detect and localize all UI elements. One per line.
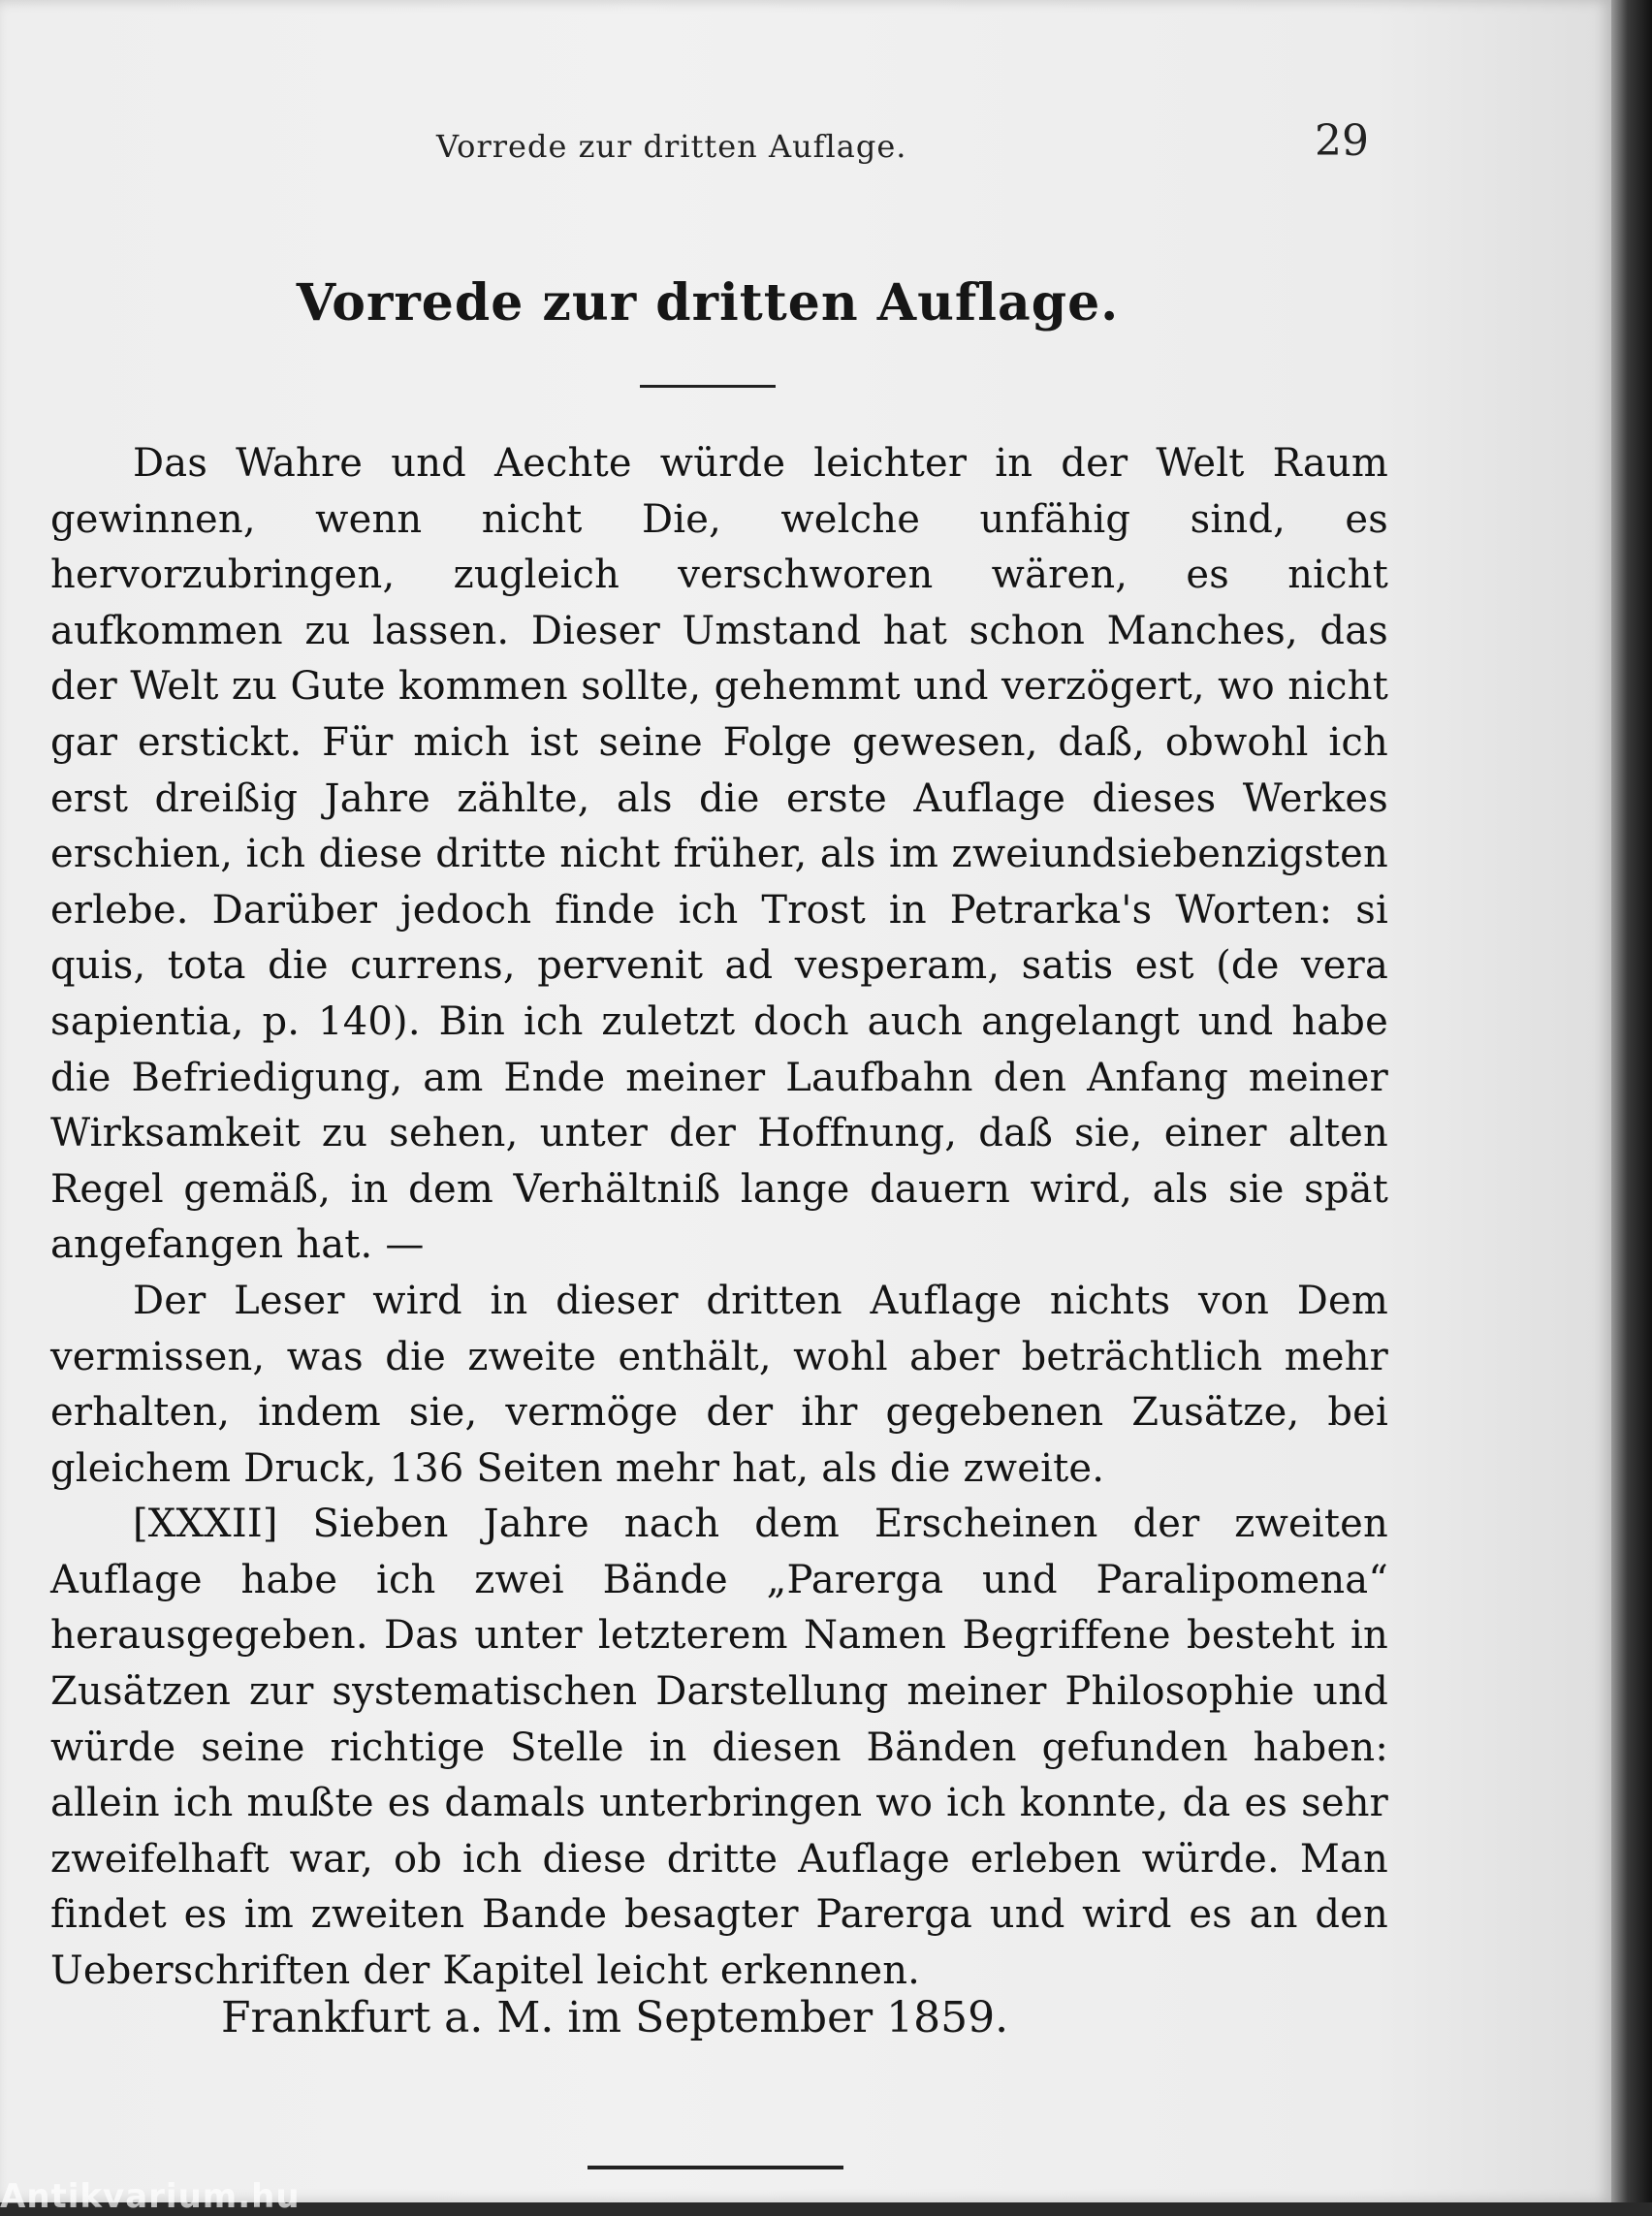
body-text — [50, 436, 1388, 2000]
title-divider — [640, 385, 776, 388]
paragraph-2: Der Leser wird in dieser dritten Auflage nichts von Dem vermissen, was die zweite enthält, wohl aber beträchtlich mehr erhalten, indem sie, vermöge der ihr gegebenen Zusätze, bei gleichem Druck, 136 Seiten mehr hat, als die zweite. — [50, 1278, 1388, 1491]
paragraph-1: Das Wahre und Aechte würde leichter in der Welt Raum gewinnen, wenn nicht Die, welche unfähig sind, es hervorzubringen, zugleich verschworen wären, es nicht aufkommen zu lassen. Dieser Umstand hat schon Manches, das der Welt zu Gute kommen sollte, gehemmt und verzögert, wo nicht gar erstickt. Für mich ist seine Folge gewesen, daß, obwohl ich erst dreißig Jahre zählte, als die erste Auflage dieses Werkes erschien, ich diese dritte nicht früher, als im zweiundsiebenzigsten erlebe. Darüber jedoch finde ich Trost in Petrarka's Worten: si quis, tota die currens, pervenit ad vesperam, satis est (de vera sapientia, p. 140). Bin ich zuletzt doch auch angelangt und habe die Befriedigung, am Ende meiner Laufbahn den Anfang meiner Wirksamkeit zu sehen, unter der Hoffnung, daß sie, einer alten Regel gemäß, in dem Verhältniß lange dauern wird, als sie spät angefangen hat. — — [50, 441, 1388, 1268]
paragraph-3: [XXXII] Sieben Jahre nach dem Erscheinen der zweiten Auflage habe ich zwei Bände „Parerga und Paralipomena“ herausgegeben. Das unter letzterem Namen Begriffene besteht in Zusätzen zur systematischen Darstellung meiner Philosophie und würde seine richtige Stelle in diesen Bänden gefunden haben: allein ich mußte es damals unterbringen wo ich konnte, da es sehr zweifelhaft war, ob ich diese dritte Auflage erleben würde. Man findet es im zweiten Bande besagter Parerga und wird es an den Ueberschriften der Kapitel leicht erkennen. — [50, 1502, 1388, 1994]
end-divider — [588, 2166, 843, 2169]
book-edge-shadow — [1611, 0, 1652, 2202]
page-number: 29 — [1315, 116, 1369, 166]
chapter-title: Vorrede zur dritten Auflage. — [296, 273, 1120, 332]
watermark: Antikvarium.hu — [0, 2177, 301, 2216]
place-date-signoff: Frankfurt a. M. im September 1859. — [221, 1993, 1009, 2042]
running-head: Vorrede zur dritten Auflage. — [436, 128, 907, 165]
